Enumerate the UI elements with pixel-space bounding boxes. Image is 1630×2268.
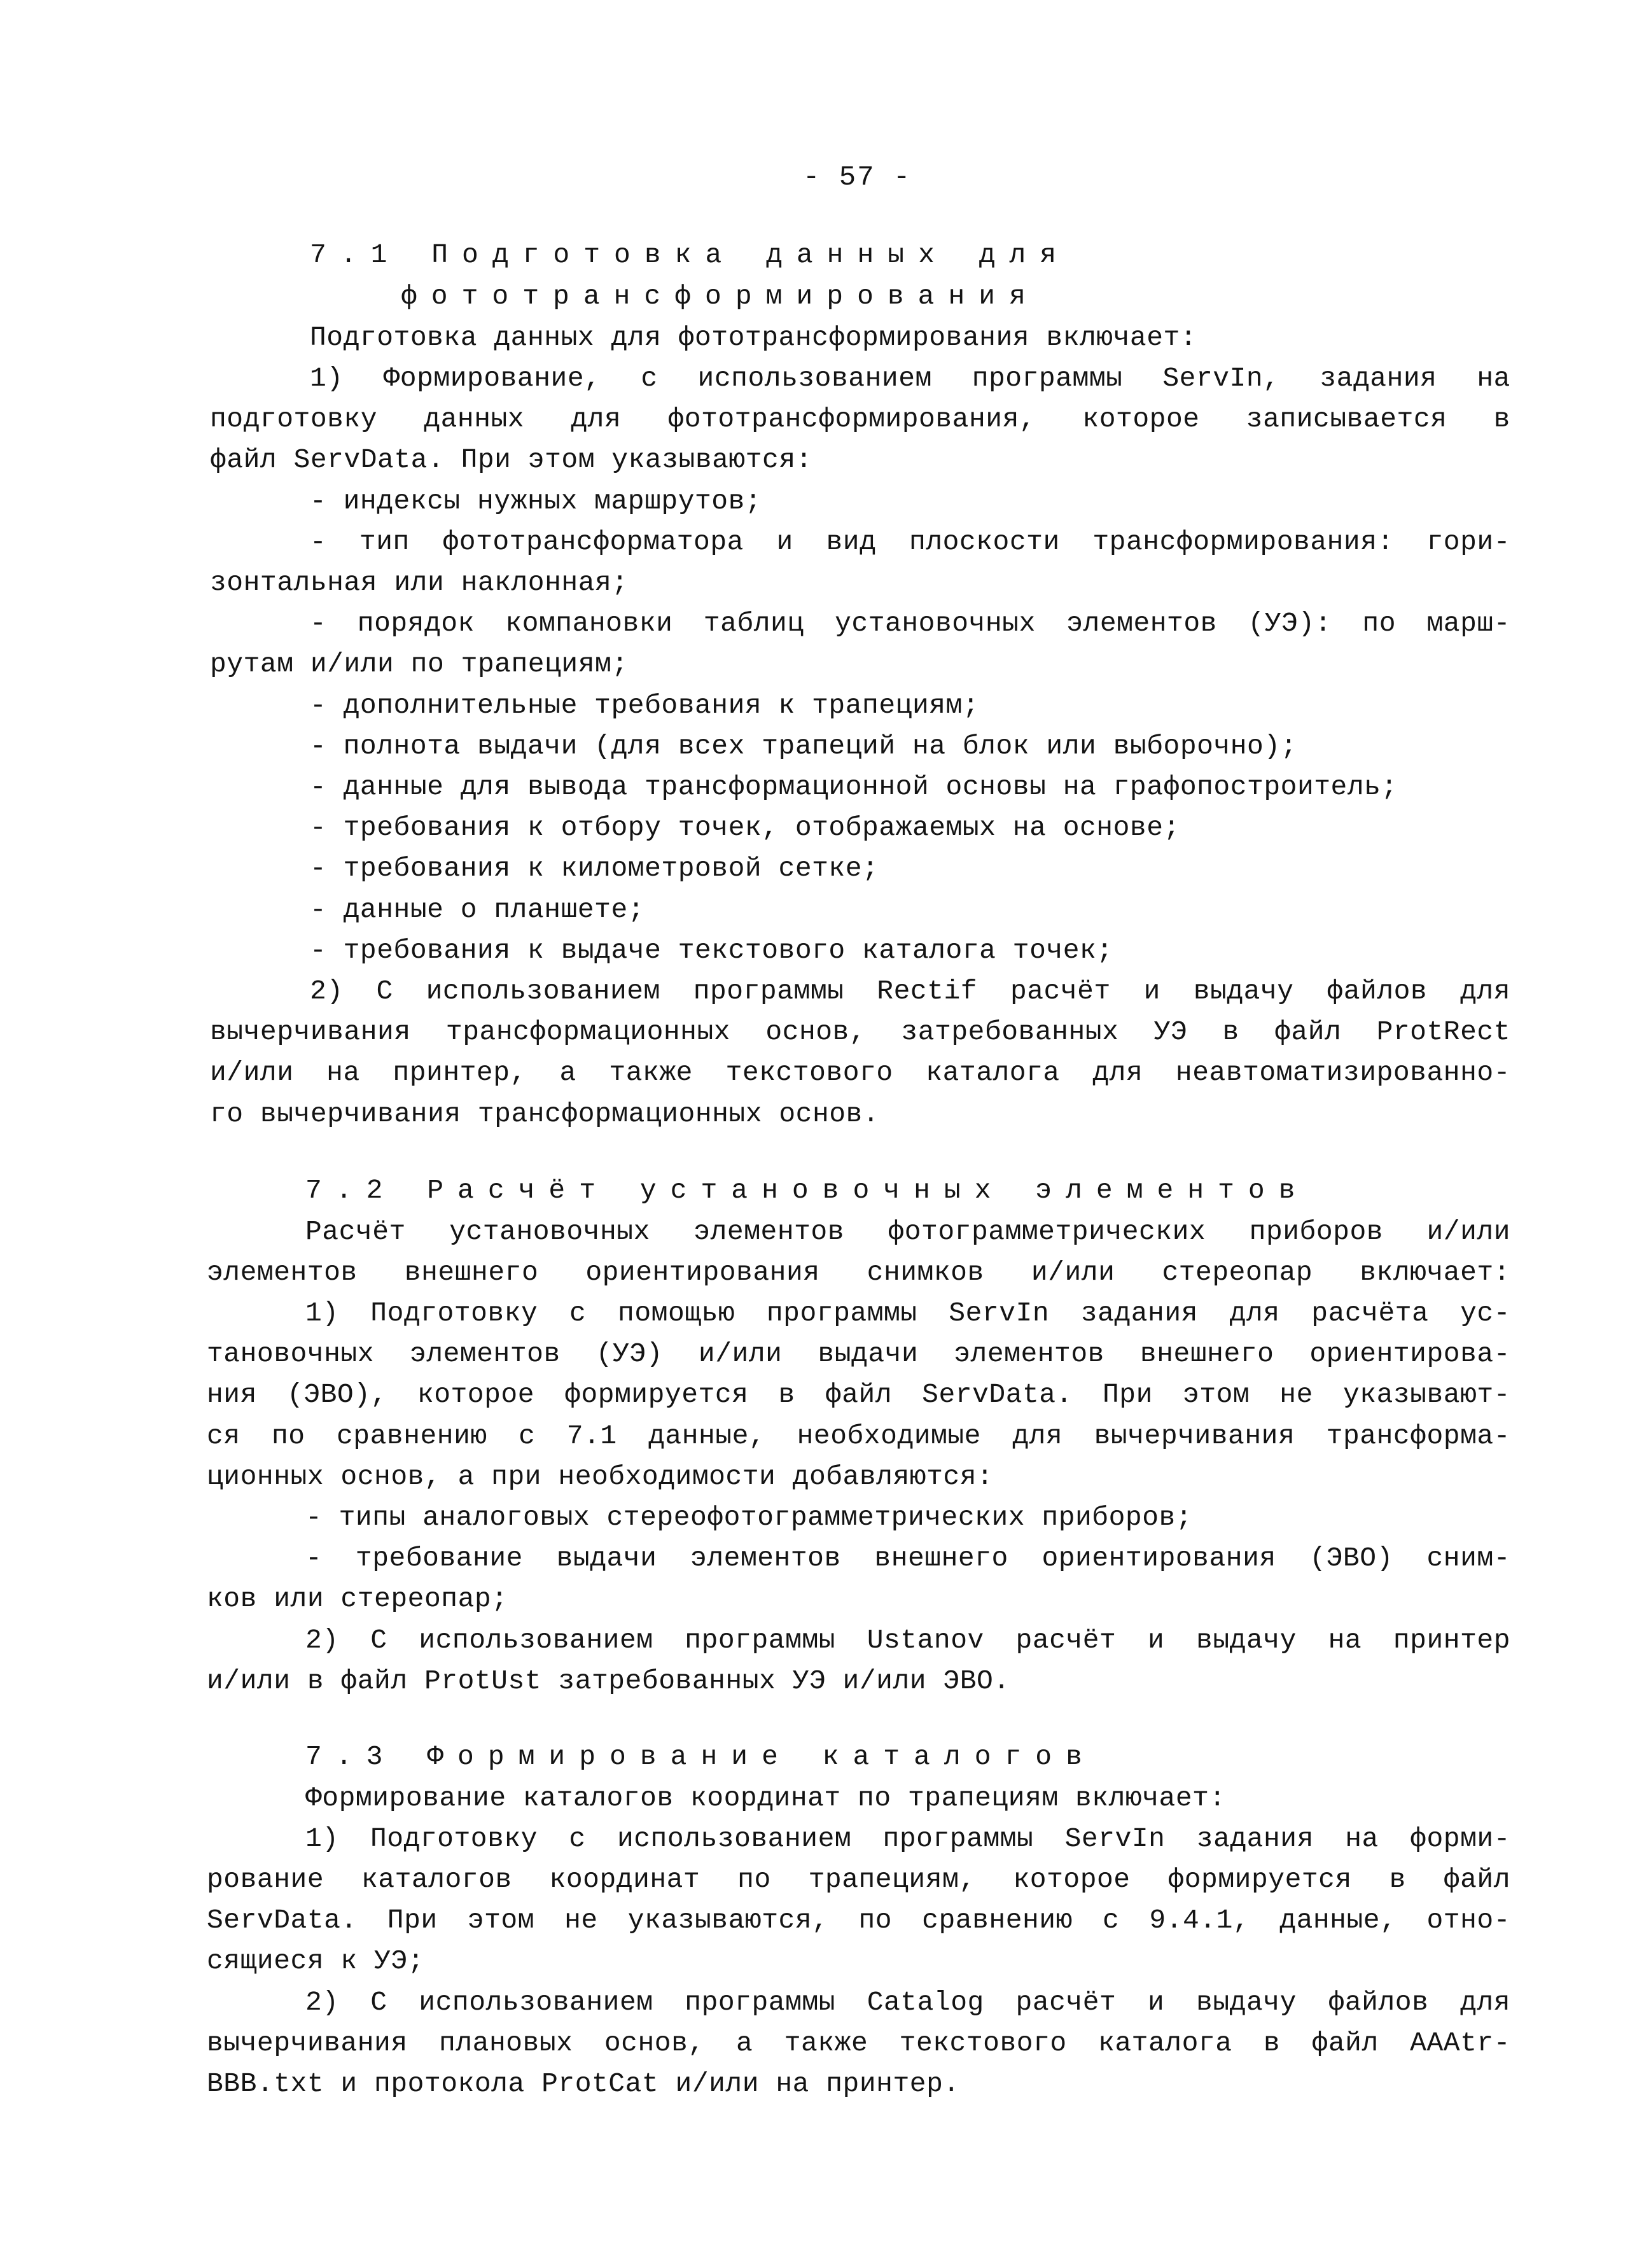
text-line: 1) Подготовку с использованием программы ServIn задания на форми- <box>305 1823 1510 1854</box>
text-line: го вычерчивания трансформационных основ. <box>210 1098 880 1130</box>
list-item: - требование выдачи элементов внешнего ориентирования (ЭВО) сним- <box>305 1543 1510 1574</box>
list-item: - типы аналоговых стереофотограмметрических приборов; <box>305 1502 1193 1533</box>
section-heading-7-3: 7.3 Формирование каталогов <box>305 1741 1096 1772</box>
text-line: файл ServData. При этом указываются: <box>210 444 812 475</box>
text-line: ServData. При этом не указываются, по сравнению с 9.4.1, данные, отно- <box>207 1905 1510 1936</box>
text-line: Формирование каталогов координат по трапециям включает: <box>305 1782 1226 1814</box>
list-item: - индексы нужных маршрутов; <box>310 486 762 517</box>
text-line: 2) С использованием программы Ustanov расчёт и выдачу на принтер <box>305 1625 1510 1656</box>
text-line: ния (ЭВО), которое формируется в файл ServData. При этом не указывают- <box>207 1379 1510 1410</box>
section-heading-7-1-line-1: 7.1 Подготовка данных для <box>310 239 1071 270</box>
text-line: рутам и/или по трапециям; <box>210 648 629 680</box>
text-line: ся по сравнению с 7.1 данные, необходимые для вычерчивания трансформа- <box>207 1420 1510 1452</box>
text-line: и/или на принтер, а также текстового каталога для неавтоматизированно- <box>210 1057 1510 1088</box>
list-item: - тип фототрансформатора и вид плоскости трансформирования: гори- <box>310 526 1510 557</box>
text-line: вычерчивания трансформационных основ, затребованных УЭ в файл ProtRect <box>210 1016 1510 1047</box>
list-item: - дополнительные требования к трапециям; <box>310 690 980 721</box>
text-line: ционных основ, а при необходимости добавляются: <box>207 1461 994 1492</box>
text-line: 2) С использованием программы Rectif расчёт и выдачу файлов для <box>310 976 1510 1007</box>
text-line: тановочных элементов (УЭ) и/или выдачи элементов внешнего ориентирова- <box>207 1338 1510 1369</box>
list-item: - требования к отбору точек, отображаемых на основе; <box>310 812 1180 843</box>
text-line: вычерчивания плановых основ, а также текстового каталога в файл AAAtr- <box>207 2027 1510 2059</box>
text-line: и/или в файл ProtUst затребованных УЭ и/или ЭВО. <box>207 1665 1010 1697</box>
text-line: подготовку данных для фототрансформирования, которое записывается в <box>210 403 1510 435</box>
text-line: 2) С использованием программы Catalog расчёт и выдачу файлов для <box>305 1987 1510 2018</box>
text-line: сящиеся к УЭ; <box>207 1945 424 1977</box>
text-line: Расчёт установочных элементов фотограмметрических приборов и/или <box>305 1216 1510 1247</box>
text-line: рование каталогов координат по трапециям, которое формируется в файл <box>207 1864 1510 1895</box>
section-heading-7-2: 7.2 Расчёт установочных элементов <box>305 1175 1309 1206</box>
list-item: - требования к километровой сетке; <box>310 853 879 884</box>
list-item: - полнота выдачи (для всех трапеций на блок или выборочно); <box>310 731 1297 762</box>
text-line: Подготовка данных для фототрансформирования включает: <box>310 322 1197 353</box>
page-number: - 57 - <box>803 162 912 193</box>
section-heading-7-1-line-2: фототрансформирования <box>401 281 1040 312</box>
list-item: - данные о планшете; <box>310 894 645 925</box>
text-line: элементов внешнего ориентирования снимков и/или стереопар включает: <box>207 1257 1510 1288</box>
text-line: зонтальная или наклонная; <box>210 567 629 598</box>
list-item: - данные для вывода трансформационной основы на графопостроитель; <box>310 771 1398 802</box>
text-line: ков или стереопар; <box>207 1583 508 1614</box>
text-line: 1) Подготовку с помощью программы ServIn задания для расчёта ус- <box>305 1298 1510 1329</box>
list-item: - требования к выдаче текстового каталога точек; <box>310 935 1113 966</box>
text-line: BBB.txt и протокола ProtCat и/или на принтер. <box>207 2068 960 2099</box>
list-item: - порядок компановки таблиц установочных элементов (УЭ): по марш- <box>310 608 1510 639</box>
text-line: 1) Формирование, с использованием программы ServIn, задания на <box>310 363 1510 394</box>
